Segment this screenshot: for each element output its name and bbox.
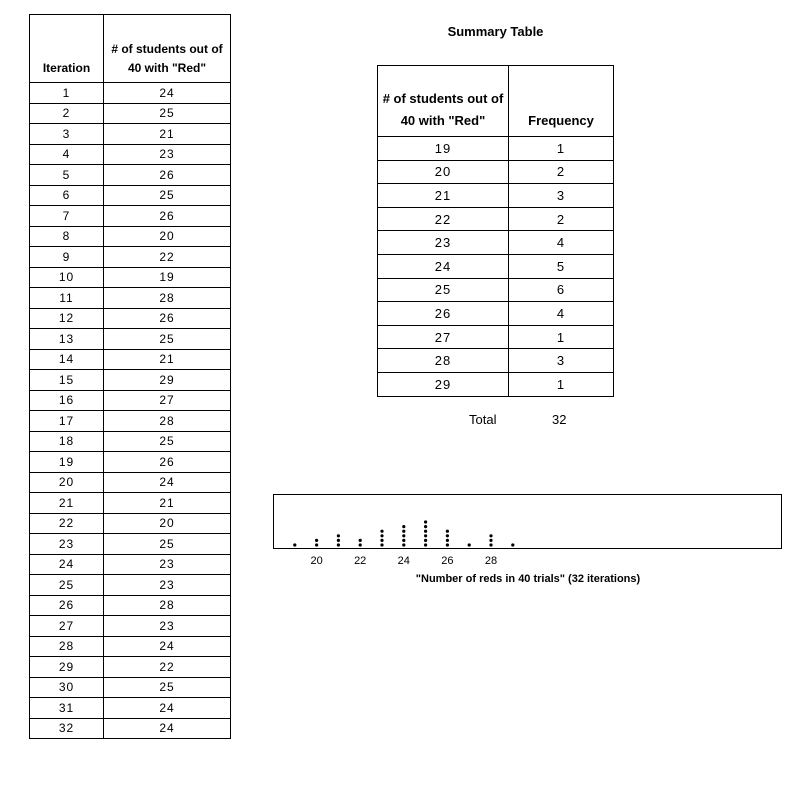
table-row	[30, 206, 231, 227]
summary-count-cell: 20	[378, 160, 509, 184]
dot-point	[511, 543, 514, 546]
red-count-header: # of students out of 40 with "Red"	[104, 15, 231, 83]
table-row	[378, 160, 614, 184]
total-value: 32	[552, 412, 567, 427]
red-count-cell: 21	[104, 124, 231, 145]
table-row	[30, 698, 231, 719]
red-count-cell: 24	[104, 636, 231, 657]
dot-point	[446, 539, 449, 542]
iteration-cell: 32	[30, 718, 104, 739]
dot-point	[380, 530, 383, 533]
red-count-cell: 27	[104, 390, 231, 411]
table-row	[30, 493, 231, 514]
iteration-cell: 11	[30, 288, 104, 309]
dot-point	[337, 539, 340, 542]
summary-count-cell: 24	[378, 254, 509, 278]
summary-frequency-cell: 1	[509, 372, 614, 396]
table-row	[30, 247, 231, 268]
red-count-cell: 25	[104, 431, 231, 452]
dot-point	[489, 539, 492, 542]
red-count-cell: 22	[104, 247, 231, 268]
table-row	[378, 207, 614, 231]
table-row	[30, 431, 231, 452]
table-row	[30, 472, 231, 493]
summary-count-cell: 26	[378, 302, 509, 326]
dot-plot	[273, 494, 783, 589]
iteration-cell: 13	[30, 329, 104, 350]
red-count-cell: 25	[104, 677, 231, 698]
iteration-cell: 24	[30, 554, 104, 575]
red-count-cell: 23	[104, 144, 231, 165]
table-row	[378, 278, 614, 302]
summary-frequency-cell: 6	[509, 278, 614, 302]
red-count-cell: 26	[104, 165, 231, 186]
summary-table-body	[378, 137, 614, 397]
dot-point	[446, 530, 449, 533]
iteration-cell: 21	[30, 493, 104, 514]
table-row	[30, 124, 231, 145]
dot-point	[424, 530, 427, 533]
dot-point	[380, 543, 383, 546]
red-count-cell: 20	[104, 513, 231, 534]
table-row	[378, 231, 614, 255]
table-row	[378, 302, 614, 326]
dot-plot-marks	[293, 520, 514, 546]
table-row	[30, 636, 231, 657]
iteration-cell: 1	[30, 83, 104, 104]
dot-point	[402, 525, 405, 528]
red-count-cell: 24	[104, 472, 231, 493]
summary-frequency-header: Frequency	[509, 66, 614, 137]
table-row	[378, 349, 614, 373]
red-count-cell: 19	[104, 267, 231, 288]
iteration-cell: 7	[30, 206, 104, 227]
summary-count-cell: 27	[378, 325, 509, 349]
iteration-cell: 31	[30, 698, 104, 719]
iteration-cell: 30	[30, 677, 104, 698]
summary-frequency-cell: 1	[509, 137, 614, 161]
x-tick-label: 22	[354, 555, 367, 567]
iteration-cell: 8	[30, 226, 104, 247]
iteration-cell: 17	[30, 411, 104, 432]
summary-frequency-cell: 2	[509, 207, 614, 231]
dot-point	[337, 534, 340, 537]
table-row	[378, 325, 614, 349]
dot-point	[380, 539, 383, 542]
table-row	[378, 137, 614, 161]
summary-count-cell: 23	[378, 231, 509, 255]
dot-point	[424, 534, 427, 537]
red-count-cell: 23	[104, 575, 231, 596]
summary-table	[377, 65, 614, 397]
dot-point	[315, 539, 318, 542]
red-count-cell: 26	[104, 308, 231, 329]
iteration-header: Iteration	[30, 15, 104, 83]
table-row	[30, 513, 231, 534]
iteration-table	[29, 14, 231, 739]
summary-count-cell: 19	[378, 137, 509, 161]
x-tick-label: 20	[310, 555, 323, 567]
summary-count-cell: 22	[378, 207, 509, 231]
iteration-cell: 6	[30, 185, 104, 206]
table-row	[30, 288, 231, 309]
iteration-cell: 27	[30, 616, 104, 637]
table-row	[30, 411, 231, 432]
dot-point	[402, 539, 405, 542]
iteration-cell: 12	[30, 308, 104, 329]
dot-point	[293, 543, 296, 546]
iteration-cell: 3	[30, 124, 104, 145]
x-tick-label: 26	[441, 555, 454, 567]
iteration-cell: 28	[30, 636, 104, 657]
dot-point	[424, 543, 427, 546]
iteration-cell: 23	[30, 534, 104, 555]
dot-point	[424, 539, 427, 542]
red-count-cell: 28	[104, 595, 231, 616]
table-row	[30, 595, 231, 616]
dot-point	[402, 543, 405, 546]
summary-frequency-cell: 4	[509, 231, 614, 255]
table-row	[30, 534, 231, 555]
red-count-cell: 26	[104, 452, 231, 473]
iteration-table-body	[30, 83, 231, 739]
table-row	[30, 267, 231, 288]
table-row	[30, 329, 231, 350]
iteration-cell: 10	[30, 267, 104, 288]
summary-frequency-cell: 4	[509, 302, 614, 326]
table-row	[30, 165, 231, 186]
red-count-cell: 28	[104, 411, 231, 432]
dot-point	[402, 530, 405, 533]
table-row	[30, 144, 231, 165]
iteration-cell: 16	[30, 390, 104, 411]
dot-point	[446, 534, 449, 537]
table-row	[30, 226, 231, 247]
iteration-cell: 18	[30, 431, 104, 452]
table-row	[30, 83, 231, 104]
table-row	[30, 718, 231, 739]
table-row	[30, 452, 231, 473]
iteration-cell: 2	[30, 103, 104, 124]
table-row	[30, 370, 231, 391]
summary-frequency-cell: 2	[509, 160, 614, 184]
red-count-cell: 21	[104, 349, 231, 370]
iteration-cell: 5	[30, 165, 104, 186]
summary-count-cell: 29	[378, 372, 509, 396]
summary-frequency-cell: 1	[509, 325, 614, 349]
dot-point	[380, 534, 383, 537]
table-row	[30, 390, 231, 411]
summary-title: Summary Table	[447, 24, 544, 39]
red-count-cell: 29	[104, 370, 231, 391]
dot-point	[468, 543, 471, 546]
dot-point	[446, 543, 449, 546]
summary-count-cell: 25	[378, 278, 509, 302]
table-row	[30, 677, 231, 698]
table-row	[378, 254, 614, 278]
table-row	[30, 657, 231, 678]
summary-count-header: # of students out of 40 with "Red"	[378, 66, 509, 137]
table-row	[378, 184, 614, 208]
total-label: Total	[469, 412, 497, 427]
dot-point	[337, 543, 340, 546]
dot-point	[424, 520, 427, 523]
dot-point	[489, 543, 492, 546]
table-row	[30, 349, 231, 370]
red-count-cell: 24	[104, 698, 231, 719]
dot-point	[359, 543, 362, 546]
red-count-cell: 26	[104, 206, 231, 227]
red-count-cell: 25	[104, 329, 231, 350]
table-row	[30, 185, 231, 206]
iteration-cell: 26	[30, 595, 104, 616]
x-tick-label: 24	[397, 555, 410, 567]
table-row	[378, 372, 614, 396]
red-count-cell: 25	[104, 534, 231, 555]
summary-frequency-cell: 5	[509, 254, 614, 278]
table-row	[30, 575, 231, 596]
iteration-cell: 9	[30, 247, 104, 268]
red-count-cell: 25	[104, 185, 231, 206]
dot-point	[402, 534, 405, 537]
iteration-cell: 19	[30, 452, 104, 473]
table-row	[30, 616, 231, 637]
iteration-cell: 20	[30, 472, 104, 493]
red-count-cell: 28	[104, 288, 231, 309]
red-count-cell: 23	[104, 554, 231, 575]
red-count-cell: 24	[104, 83, 231, 104]
summary-frequency-cell: 3	[509, 349, 614, 373]
dot-plot-frame	[274, 495, 782, 549]
red-count-cell: 20	[104, 226, 231, 247]
iteration-cell: 15	[30, 370, 104, 391]
red-count-cell: 23	[104, 616, 231, 637]
red-count-cell: 22	[104, 657, 231, 678]
red-count-cell: 25	[104, 103, 231, 124]
x-tick-label: 28	[484, 555, 498, 567]
table-row	[30, 554, 231, 575]
iteration-cell: 22	[30, 513, 104, 534]
dot-point	[315, 543, 318, 546]
table-row	[30, 103, 231, 124]
iteration-cell: 25	[30, 575, 104, 596]
dot-point	[359, 539, 362, 542]
iteration-cell: 14	[30, 349, 104, 370]
iteration-cell: 29	[30, 657, 104, 678]
dot-plot-xlabel: "Number of reds in 40 trials" (32 iterations)	[415, 573, 641, 585]
red-count-cell: 24	[104, 718, 231, 739]
summary-count-cell: 28	[378, 349, 509, 373]
red-count-cell: 21	[104, 493, 231, 514]
iteration-cell: 4	[30, 144, 104, 165]
dot-plot-ticks	[310, 555, 497, 567]
dot-point	[424, 525, 427, 528]
table-row	[30, 308, 231, 329]
summary-count-cell: 21	[378, 184, 509, 208]
summary-frequency-cell: 3	[509, 184, 614, 208]
dot-point	[489, 534, 492, 537]
